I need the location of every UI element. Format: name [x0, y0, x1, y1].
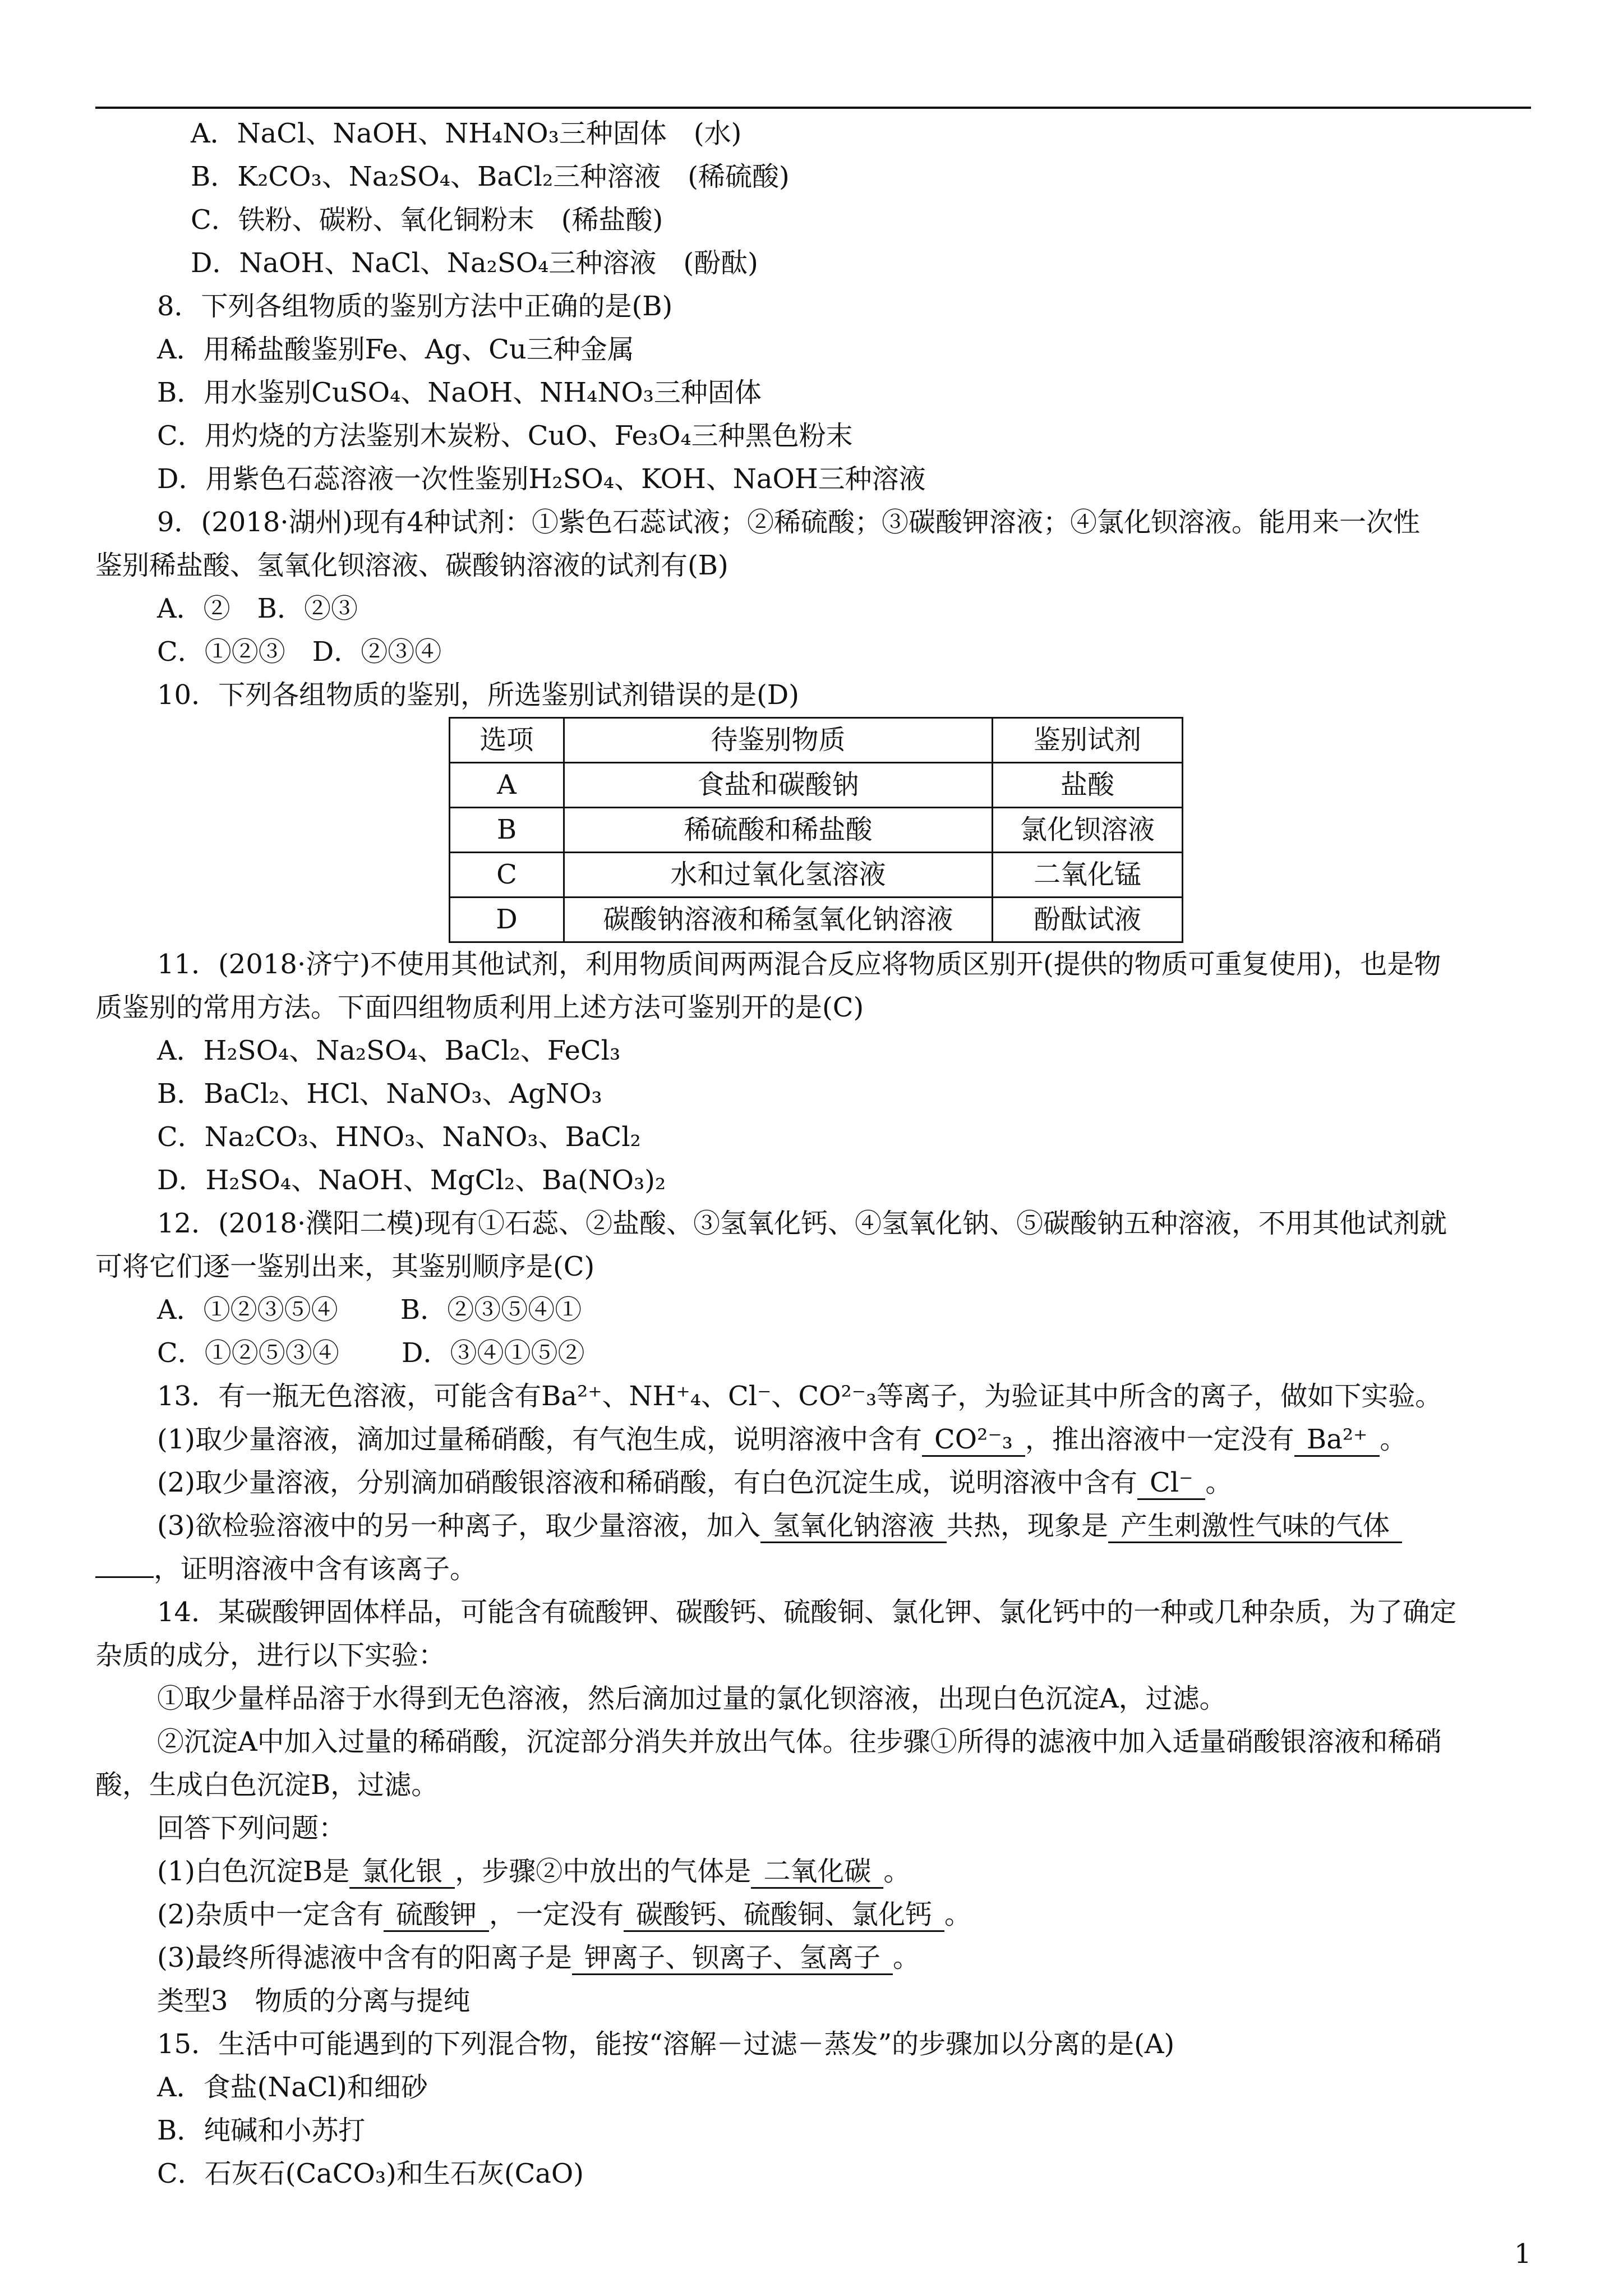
q13-part1 — [95, 1418, 1531, 1461]
q14-a1-text-a: (1)白色沉淀B是 — [157, 1856, 350, 1887]
q14-answer-1 — [95, 1850, 1531, 1893]
q14-step-2-line2: 酸，生成白色沉淀B，过滤。 — [95, 1769, 439, 1801]
table-header: 待鉴别物质 — [564, 718, 993, 763]
page-content — [95, 112, 1531, 2196]
table-cell: 氯化钡溶液 — [993, 808, 1183, 853]
q14-a3-text-a: (3)最终所得滤液中含有的阳离子是 — [157, 1942, 572, 1973]
q14-a2-text-a: (2)杂质中一定含有 — [157, 1899, 384, 1930]
table-cell: B — [450, 808, 564, 853]
q14-answer-2 — [95, 1893, 1531, 1936]
table-header: 鉴别试剂 — [993, 718, 1183, 763]
table-row — [450, 763, 1183, 808]
q14-stem-1: 14．某碳酸钾固体样品，可能含有硫酸钾、碳酸钙、硫酸铜、氯化钾、氯化钙中的一种或几种杂质，为了确定 — [157, 1596, 1457, 1628]
q11-option-b: B．BaCl₂、HCl、NaNO₃、AgNO₃ — [157, 1078, 602, 1110]
page-number: 1 — [1514, 2238, 1532, 2270]
q13-part2-text-a: (2)取少量溶液，分别滴加硝酸银溶液和稀硝酸，有白色沉淀生成，说明溶液中含有 — [157, 1467, 1137, 1498]
q14-answer-intro: 回答下列问题： — [157, 1812, 346, 1844]
q8-option-a: A．用稀盐酸鉴别Fe、Ag、Cu三种金属 — [157, 334, 634, 365]
q14-a2-text-b: ，一定没有 — [489, 1899, 624, 1930]
q14-a3-answer: 钾离子、钡离子、氢离子 — [572, 1942, 893, 1975]
q15-option-c: C．石灰石(CaCO₃)和生石灰(CaO) — [157, 2158, 584, 2189]
q8-stem: 8．下列各组物质的鉴别方法中正确的是(B) — [157, 291, 673, 322]
table-cell: C — [450, 853, 564, 898]
q13-part3-cont — [95, 1548, 1531, 1591]
q14-stem-2: 杂质的成分，进行以下实验： — [95, 1640, 446, 1671]
q9-options-row1: A．② B．②③ — [157, 593, 358, 624]
q13-part2 — [95, 1461, 1531, 1504]
table-cell: D — [450, 898, 564, 942]
q11-option-d: D．H₂SO₄、NaOH、MgCl₂、Ba(NO₃)₂ — [157, 1165, 666, 1196]
q13-answer-5-tail — [95, 1576, 154, 1578]
q11-stem-1: 11．(2018·济宁)不使用其他试剂，利用物质间两两混合反应将物质区别开(提供的物质可重复使用)，也是物 — [157, 949, 1441, 980]
table-row — [450, 808, 1183, 853]
q15-stem: 15．生活中可能遇到的下列混合物，能按“溶解－过滤－蒸发”的步骤加以分离的是(A) — [157, 2028, 1175, 2060]
q13-answer-1: CO²⁻₃ — [922, 1424, 1025, 1457]
q10-table — [449, 717, 1183, 943]
q9-options-row2: C．①②③ D．②③④ — [157, 636, 442, 668]
q13-part3-text-c: ，证明溶液中含有该离子。 — [154, 1553, 477, 1585]
table-cell: 食盐和碳酸钠 — [564, 763, 993, 808]
q14-step-2-line1: ②沉淀A中加入过量的稀硝酸，沉淀部分消失并放出气体。往步骤①所得的滤液中加入适量硝酸银溶液和稀硝 — [157, 1726, 1442, 1757]
q8-option-d: D．用紫色石蕊溶液一次性鉴别H₂SO₄、KOH、NaOH三种溶液 — [157, 463, 926, 495]
q10-stem: 10．下列各组物质的鉴别，所选鉴别试剂错误的是(D) — [157, 679, 800, 711]
q12-options-row1: A．①②③⑤④ B．②③⑤④① — [157, 1294, 582, 1326]
q8-option-b: B．用水鉴别CuSO₄、NaOH、NH₄NO₃三种固体 — [157, 377, 762, 408]
q13-stem: 13．有一瓶无色溶液，可能含有Ba²⁺、NH⁺₄、Cl⁻、CO²⁻₃等离子，为验证其中所含的离子，做如下实验。 — [157, 1381, 1442, 1412]
prev-option-c: C．铁粉、碳粉、氧化铜粉末 (稀盐酸) — [191, 204, 663, 236]
table-cell: 盐酸 — [993, 763, 1183, 808]
section-heading-3: 类型3 物质的分离与提纯 — [157, 1985, 471, 2017]
q13-part1-text-a: (1)取少量溶液，滴加过量稀硝酸，有气泡生成，说明溶液中含有 — [157, 1424, 922, 1455]
q13-part2-text-b: 。 — [1205, 1467, 1233, 1498]
q12-stem-1: 12．(2018·濮阳二模)现有①石蕊、②盐酸、③氢氧化钙、④氢氧化钠、⑤碳酸钠五种溶液，不用其他试剂就 — [157, 1208, 1447, 1239]
q13-answer-2: Ba²⁺ — [1294, 1424, 1380, 1457]
q13-answer-5: 产生刺激性气味的气体 — [1108, 1510, 1402, 1543]
table-cell: 稀硫酸和稀盐酸 — [564, 808, 993, 853]
q14-answer-3 — [95, 1936, 1531, 1980]
q14-a1-text-b: ，步骤②中放出的气体是 — [455, 1856, 751, 1887]
q11-stem-2: 质鉴别的常用方法。下面四组物质利用上述方法可鉴别开的是(C) — [95, 992, 864, 1023]
q13-answer-3: Cl⁻ — [1137, 1467, 1205, 1500]
q9-stem-2: 鉴别稀盐酸、氢氧化钡溶液、碳酸钠溶液的试剂有(B) — [95, 550, 728, 581]
q14-a3-text-b: 。 — [893, 1942, 920, 1973]
table-cell: 碳酸钠溶液和稀氢氧化钠溶液 — [564, 898, 993, 942]
table-cell: 酚酞试液 — [993, 898, 1183, 942]
q13-part1-text-c: 。 — [1380, 1424, 1407, 1455]
q13-answer-4: 氢氧化钠溶液 — [760, 1510, 947, 1543]
q15-option-a: A．食盐(NaCl)和细砂 — [157, 2072, 428, 2103]
q14-a1-answer-2: 二氧化碳 — [751, 1856, 883, 1889]
q8-option-c: C．用灼烧的方法鉴别木炭粉、CuO、Fe₃O₄三种黑色粉末 — [157, 420, 853, 452]
q12-stem-2: 可将它们逐一鉴别出来，其鉴别顺序是(C) — [95, 1251, 595, 1282]
table-row — [450, 898, 1183, 942]
table-cell: 水和过氧化氢溶液 — [564, 853, 993, 898]
q12-options-row2: C．①②⑤③④ D．③④①⑤② — [157, 1337, 585, 1369]
q11-option-a: A．H₂SO₄、Na₂SO₄、BaCl₂、FeCl₃ — [157, 1035, 621, 1066]
table-header: 选项 — [450, 718, 564, 763]
prev-option-b: B．K₂CO₃、Na₂SO₄、BaCl₂三种溶液 (稀硫酸) — [191, 161, 790, 192]
prev-option-d: D．NaOH、NaCl、Na₂SO₄三种溶液 (酚酞) — [191, 247, 758, 279]
q14-step-1: ①取少量样品溶于水得到无色溶液，然后滴加过量的氯化钡溶液，出现白色沉淀A，过滤。 — [157, 1683, 1227, 1714]
q11-option-c: C．Na₂CO₃、HNO₃、NaNO₃、BaCl₂ — [157, 1121, 641, 1153]
table-cell: 二氧化锰 — [993, 853, 1183, 898]
q14-a2-text-c: 。 — [944, 1899, 972, 1930]
table-row — [450, 853, 1183, 898]
q14-a1-text-c: 。 — [883, 1856, 911, 1887]
q13-part3-text-a: (3)欲检验溶液中的另一种离子，取少量溶液，加入 — [157, 1510, 760, 1542]
q13-part3-text-b: 共热，现象是 — [947, 1510, 1109, 1542]
q14-a1-answer-1: 氯化银 — [349, 1856, 455, 1889]
table-header-row — [450, 718, 1183, 763]
q14-a2-answer-1: 硫酸钾 — [384, 1899, 489, 1932]
table-cell: A — [450, 763, 564, 808]
header-rule — [95, 107, 1531, 109]
q13-part3 — [95, 1504, 1531, 1548]
prev-option-a: A．NaCl、NaOH、NH₄NO₃三种固体 (水) — [191, 118, 742, 149]
q14-a2-answer-2: 碳酸钙、硫酸铜、氯化钙 — [624, 1899, 944, 1932]
q13-part1-text-b: ，推出溶液中一定没有 — [1025, 1424, 1294, 1455]
q15-option-b: B．纯碱和小苏打 — [157, 2115, 366, 2146]
q9-stem-1: 9．(2018·湖州)现有4种试剂：①紫色石蕊试液；②稀硫酸；③碳酸钾溶液；④氯化钡溶液。能用来一次性 — [157, 507, 1420, 538]
